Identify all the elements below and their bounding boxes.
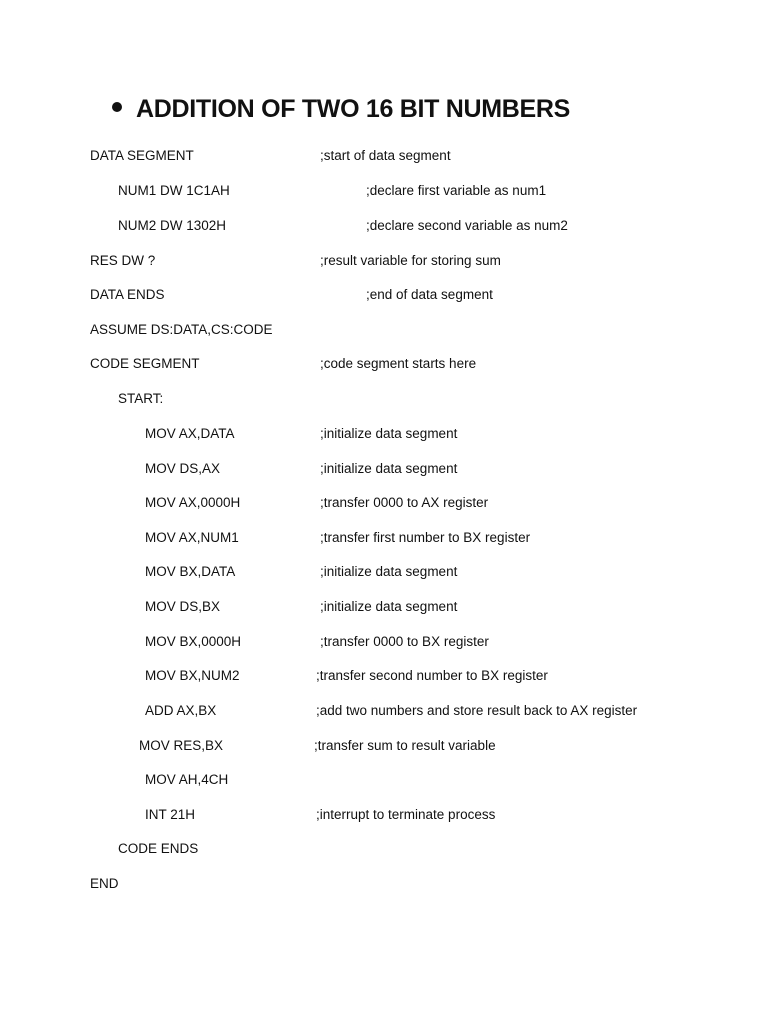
code-instruction: MOV AH,4CH <box>145 772 229 787</box>
code-instruction: END <box>90 876 119 891</box>
page-title-text: ADDITION OF TWO 16 BIT NUMBERS <box>136 95 571 123</box>
code-instruction: MOV BX,NUM2 <box>145 668 240 683</box>
code-instruction: NUM1 DW 1C1AH <box>118 183 230 198</box>
code-comment: ;end of data segment <box>366 287 493 302</box>
code-comment: ;result variable for storing sum <box>320 253 501 268</box>
code-comment: ;transfer sum to result variable <box>314 738 496 753</box>
code-comment: ;initialize data segment <box>320 599 458 614</box>
code-comment: ;start of data segment <box>320 148 451 163</box>
code-comment: ;transfer second number to BX register <box>316 668 548 683</box>
code-instruction: ADD AX,BX <box>145 703 217 718</box>
code-instruction: START: <box>118 391 164 406</box>
code-instruction: CODE ENDS <box>118 841 199 856</box>
code-instruction: DATA ENDS <box>90 287 165 302</box>
code-comment: ;declare first variable as num1 <box>366 183 547 198</box>
code-instruction: DATA SEGMENT <box>90 148 194 163</box>
bullet-dot-icon <box>112 102 122 112</box>
code-comment: ;initialize data segment <box>320 426 458 441</box>
code-instruction: MOV BX,DATA <box>145 564 236 579</box>
code-comment: ;initialize data segment <box>320 564 458 579</box>
code-instruction: NUM2 DW 1302H <box>118 218 227 233</box>
code-comment: ;transfer 0000 to AX register <box>320 495 489 510</box>
code-instruction: CODE SEGMENT <box>90 356 200 371</box>
code-comment: ;transfer 0000 to BX register <box>320 634 489 649</box>
code-instruction: RES DW ? <box>90 253 156 268</box>
code-instruction: MOV DS,BX <box>145 599 221 614</box>
code-comment: ;code segment starts here <box>320 356 477 371</box>
code-instruction: INT 21H <box>145 807 196 822</box>
code-instruction: MOV AX,DATA <box>145 426 235 441</box>
code-instruction: MOV AX,NUM1 <box>145 530 239 545</box>
code-comment: ;add two numbers and store result back to AX register <box>316 703 638 718</box>
code-instruction: MOV BX,0000H <box>145 634 242 649</box>
page-title <box>112 95 570 124</box>
code-instruction: MOV RES,BX <box>139 738 224 753</box>
code-comment: ;declare second variable as num2 <box>366 218 568 233</box>
code-instruction: MOV DS,AX <box>145 461 221 476</box>
code-instruction: ASSUME DS:DATA,CS:CODE <box>90 322 273 337</box>
code-comment: ;transfer first number to BX register <box>320 530 531 545</box>
code-comment: ;initialize data segment <box>320 461 458 476</box>
code-comment: ;interrupt to terminate process <box>316 807 496 822</box>
code-instruction: MOV AX,0000H <box>145 495 241 510</box>
